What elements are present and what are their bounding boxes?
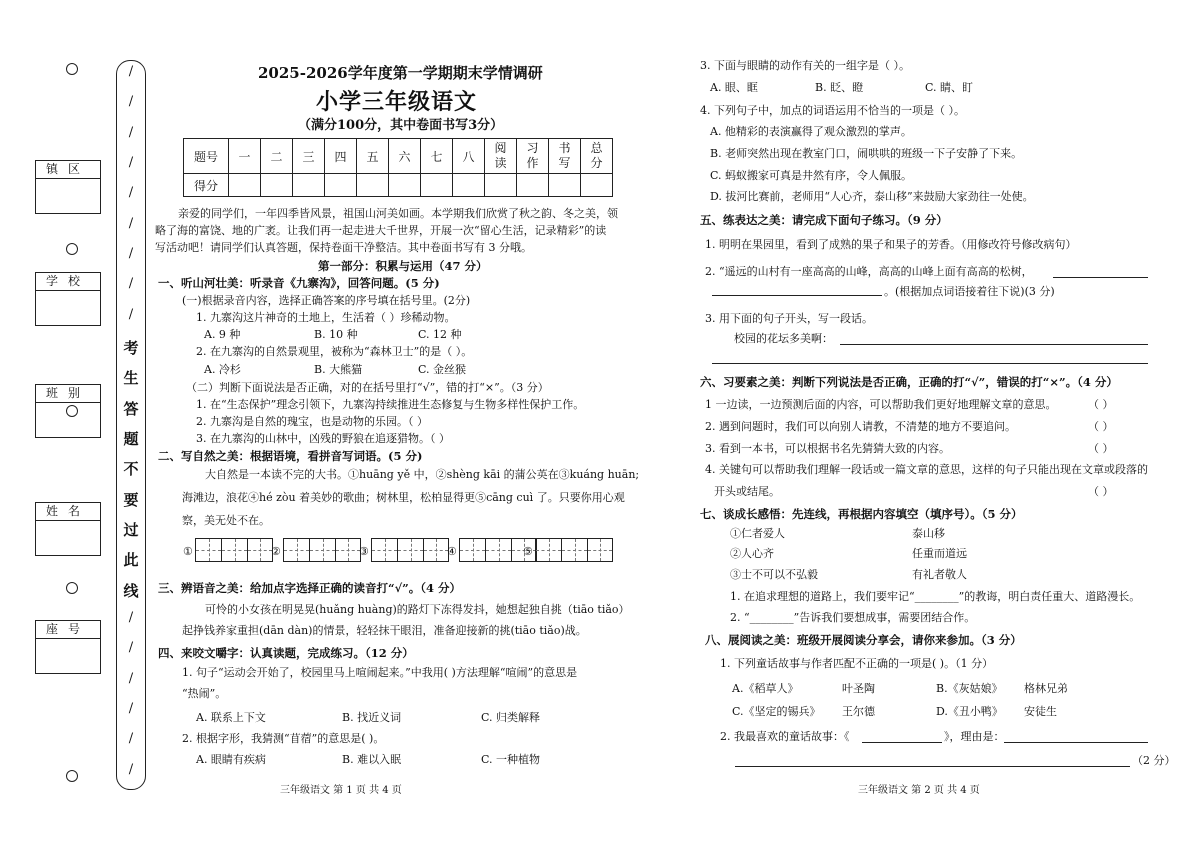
binding-warning-char: 要 xyxy=(123,490,139,509)
binding-text xyxy=(116,60,146,788)
score-cell-label: 得分 xyxy=(184,174,229,197)
answer-line[interactable] xyxy=(712,363,1148,364)
section-8-heading: 八、展阅读之美：班级开展阅读分享会，请你来参加。（3 分） xyxy=(705,633,1022,647)
option[interactable]: C. 蚂蚁搬家可真是井然有序，令人佩服。 xyxy=(710,169,913,182)
question-8-2b: 》，理由是： xyxy=(944,730,1005,743)
section-6-heading: 六、习要素之美：判断下列说法是否正确，正确的打“√”，错误的打“×”。（4 分） xyxy=(700,375,1118,389)
score-cell: 阅 读 xyxy=(485,139,517,174)
score-table-header-row xyxy=(184,139,613,174)
answer-line[interactable] xyxy=(712,295,882,296)
intro-line-3: 写活动吧！请同学们认真答题，保持卷面干净整洁。其中卷面书写有 3 分哦。 xyxy=(155,241,532,254)
score-input[interactable] xyxy=(485,174,517,197)
binding-slash: / xyxy=(128,185,134,201)
score-input[interactable] xyxy=(549,174,581,197)
judge-6-2: 2. 遇到问题时，我们可以向别人请教，不清楚的地方不要追问。 xyxy=(705,420,1016,433)
judge-3: 3. 在九寨沟的山林中，凶残的野狼在追逐猎物。（ ） xyxy=(196,432,450,445)
num-2: ② xyxy=(271,545,281,558)
section-1b-heading: （二）判断下面说法是否正确，对的在括号里打“√”，错的打“×”。（3 分） xyxy=(186,381,549,394)
binding-slash: / xyxy=(128,610,134,625)
option[interactable]: C. 归类解释 xyxy=(481,711,541,724)
question-7-1: 1. 在追求理想的道路上，我们要牢记“________”的教诲，明白责任重大、道路漫长。 xyxy=(730,590,1141,603)
question-1-1: 1. 九寨沟这片神奇的土地上，生活着（ ）珍稀动物。 xyxy=(196,311,456,324)
binding-slash: / xyxy=(128,124,134,140)
num-1: ① xyxy=(183,545,193,558)
option[interactable]: C. 一种植物 xyxy=(481,753,541,766)
option[interactable]: C.《坚定的锡兵》 xyxy=(732,705,821,718)
page-footer-1: 三年级语文 第 1 页 共 4 页 xyxy=(280,785,402,796)
num-4: ④ xyxy=(447,545,457,558)
option-author: 格林兄弟 xyxy=(1024,682,1068,695)
score-input[interactable] xyxy=(229,174,261,197)
info-label: 学校 xyxy=(36,273,100,291)
pinyin-para-3: 察，美无处不在。 xyxy=(182,514,270,527)
option-author: 安徒生 xyxy=(1024,705,1057,718)
score-cell: 七 xyxy=(421,139,453,174)
score-input[interactable] xyxy=(453,174,485,197)
judge-paren[interactable]: （ ） xyxy=(1088,398,1114,411)
exam-title-subject: 小学三年级语文 xyxy=(316,89,478,115)
pronunciation-para-2: 起挣钱养家重担(dān dàn)的情景，轻轻抹干眼泪，准备迎接新的挑(tiāo tiǎo)战。 xyxy=(182,624,587,637)
writing-grid-2[interactable] xyxy=(283,538,361,562)
part1-heading: 第一部分：积累与运用（47 分） xyxy=(318,259,488,273)
info-box-name[interactable] xyxy=(35,502,101,556)
option[interactable]: B. 找近义词 xyxy=(342,711,402,724)
option[interactable]: A. 联系上下文 xyxy=(196,711,266,724)
writing-grid-row xyxy=(183,538,613,566)
option[interactable]: B.《灰姑娘》 xyxy=(936,682,1003,695)
option[interactable]: D.《丑小鸭》 xyxy=(936,705,1003,718)
binding-slash: / xyxy=(128,94,134,110)
answer-line[interactable] xyxy=(1053,277,1148,278)
question-5-3: 3. 用下面的句子开头，写一段话。 xyxy=(705,312,873,325)
option[interactable]: A. 冷杉 xyxy=(204,363,241,376)
score-cell: 八 xyxy=(453,139,485,174)
judge-6-3: 3. 看到一本书，可以根据书名先猜猜大致的内容。 xyxy=(705,442,950,455)
answer-line[interactable] xyxy=(735,766,1130,767)
hole-1 xyxy=(66,63,78,75)
judge-paren[interactable]: （ ） xyxy=(1088,485,1114,498)
info-label: 镇区 xyxy=(36,161,100,179)
binding-warning-char: 不 xyxy=(123,460,139,479)
exam-title-score: （满分100分，其中卷面书写3分） xyxy=(298,118,504,133)
match-right[interactable]: 有礼者敬人 xyxy=(912,568,967,581)
score-input[interactable] xyxy=(325,174,357,197)
question-4-1a: 1. 句子“运动会开始了，校园里马上喧闹起来。”中我用( )方法理解“喧闹”的意思是 xyxy=(182,666,578,679)
question-8-1: 1. 下列童话故事与作者匹配不正确的一项是( )。（1 分） xyxy=(720,657,994,670)
binding-slash: / xyxy=(128,731,134,747)
num-5: ⑤ xyxy=(523,545,533,558)
num-3: ③ xyxy=(359,545,369,558)
question-4-3: 3. 下面与眼睛的动作有关的一组字是（ ）。 xyxy=(700,59,910,72)
match-right[interactable]: 泰山移 xyxy=(912,527,945,540)
judge-6-4: 4. 关键句可以帮助我们理解一段话或一篇文章的意思，这样的句子只能出现在文章或段落的 xyxy=(705,463,1148,476)
option[interactable]: B. 眨、瞪 xyxy=(815,81,864,94)
option[interactable]: A. 他精彩的表演赢得了观众激烈的掌声。 xyxy=(710,125,912,138)
binding-slash: / xyxy=(128,215,134,231)
section-7-heading: 七、谈成长感悟：先连线，再根据内容填空（填序号）。（5 分） xyxy=(700,507,1023,521)
section-5-heading: 五、练表达之美：请完成下面句子练习。（9 分） xyxy=(700,213,948,227)
writing-grid-5[interactable] xyxy=(535,538,613,562)
score-input[interactable] xyxy=(357,174,389,197)
intro-line-1: 亲爱的同学们，一年四季皆风景，祖国山河美如画。本学期我们欣赏了秋之韵、冬之美，领 xyxy=(178,207,618,220)
score-cell: 三 xyxy=(293,139,325,174)
section-4-heading: 四、来咬文嚼字：认真读题，完成练习。（12 分） xyxy=(158,646,414,660)
match-right[interactable]: 任重而道远 xyxy=(912,547,967,560)
judge-2: 2. 九寨沟是自然的瑰宝，也是动物的乐园。（ ） xyxy=(196,415,428,428)
score-input[interactable] xyxy=(517,174,549,197)
info-label: 座号 xyxy=(36,621,100,639)
page-footer-2: 三年级语文 第 2 页 共 4 页 xyxy=(858,785,980,796)
question-8-2a: 2. 我最喜欢的童话故事：《 xyxy=(720,730,850,743)
question-8-2-score: （2 分） xyxy=(1132,754,1176,767)
score-cell: 总 分 xyxy=(581,139,613,174)
question-5-3-prompt: 校园的花坛多美啊： xyxy=(734,332,833,345)
binding-warning-char: 答 xyxy=(123,399,139,418)
binding-slash: / xyxy=(128,640,134,656)
score-table-score-row xyxy=(184,174,613,197)
binding-slash: / xyxy=(128,64,134,79)
binding-slash: / xyxy=(128,246,134,261)
score-cell: 二 xyxy=(261,139,293,174)
score-cell: 一 xyxy=(229,139,261,174)
score-input[interactable] xyxy=(421,174,453,197)
score-cell: 五 xyxy=(357,139,389,174)
info-label: 班别 xyxy=(36,385,100,403)
binding-slash: / xyxy=(128,701,134,716)
hole-4 xyxy=(66,582,78,594)
binding-warning-char: 考 xyxy=(123,339,139,357)
binding-warning-char: 过 xyxy=(123,521,139,539)
judge-paren[interactable]: （ ） xyxy=(1088,442,1114,455)
question-5-2a: 2. “遥远的山村有一座高高的山峰，高高的山峰上面有高高的松树， xyxy=(705,265,1033,278)
section-1-heading: 一、听山河壮美：听录音《九寨沟》，回答问题。(5 分) xyxy=(158,276,440,290)
binding-warning-char: 题 xyxy=(123,430,139,448)
judge-1: 1. 在“生态保护”理念引领下，九寨沟持续推进生态修复与生物多样性保护工作。 xyxy=(196,398,585,411)
score-table xyxy=(183,138,613,197)
binding-warning-char: 此 xyxy=(123,551,139,570)
option[interactable]: B. 10 种 xyxy=(314,328,358,341)
hole-2 xyxy=(66,243,78,255)
option-author: 王尔德 xyxy=(842,705,875,718)
judge-6-1: 1 一边读，一边预测后面的内容，可以帮助我们更好地理解文章的意思。 xyxy=(705,398,1057,411)
score-cell: 六 xyxy=(389,139,421,174)
pinyin-para-1: 大自然是一本读不完的大书。①huāng yě 中，②shèng kāi 的蒲公英在③kuáng huān; xyxy=(205,468,640,481)
info-box-school[interactable] xyxy=(35,272,101,326)
option[interactable]: D. 拔河比赛前，老师用“人心齐，泰山移”来鼓励大家劲往一处使。 xyxy=(710,190,1034,203)
judge-6-4-cont: 开头或结尾。 xyxy=(714,485,780,498)
match-left[interactable]: ③士不可以不弘毅 xyxy=(730,568,818,581)
section-1a-heading: (一)根据录音内容，选择正确答案的序号填在括号里。(2分) xyxy=(182,294,471,307)
match-left[interactable]: ①仁者爱人 xyxy=(730,527,785,540)
question-4-2: 2. 根据字形，我猜测“苜蓿”的意思是( )。 xyxy=(182,732,385,745)
option[interactable]: A. 眼、眶 xyxy=(710,81,758,94)
intro-line-2: 略了海的富饶、地的广袤。让我们再一起走进大千世界，开展一次“留心生活，记录精彩”的读 xyxy=(155,224,607,237)
pinyin-para-2: 海滩边，浪花④hé zòu 着美妙的歌曲；树林里，松柏显得更⑤cāng cuì 了。只要你用心观 xyxy=(182,491,625,504)
question-4-4: 4. 下列句子中，加点的词语运用不恰当的一项是（ ）。 xyxy=(700,104,965,117)
writing-grid-3[interactable] xyxy=(371,538,449,562)
info-label: 姓名 xyxy=(36,503,100,521)
binding-warning-char: 生 xyxy=(123,369,139,388)
score-input[interactable] xyxy=(389,174,421,197)
option[interactable]: B. 老师突然出现在教室门口，闹哄哄的班级一下子安静了下来。 xyxy=(710,147,1023,160)
option[interactable]: B. 大熊猫 xyxy=(314,363,363,376)
hole-5 xyxy=(66,770,78,782)
option[interactable]: C. 金丝猴 xyxy=(418,363,467,376)
option[interactable]: A. 眼睛有疾病 xyxy=(196,753,266,766)
binding-slash: / xyxy=(128,670,134,686)
score-cell-label: 题号 xyxy=(184,139,229,174)
exam-title-year: 2025-2026学年度第一学期期末学情调研 xyxy=(258,64,543,82)
section-3-heading: 三、辨语音之美：给加点字选择正确的读音打“√”。（4 分） xyxy=(158,581,462,595)
score-input[interactable] xyxy=(293,174,325,197)
section-2-heading: 二、写自然之美：根据语境，看拼音写词语。(5 分) xyxy=(158,449,423,463)
option[interactable]: A. 9 种 xyxy=(204,328,241,341)
binding-warning-char: 线 xyxy=(123,581,139,600)
judge-paren[interactable]: （ ） xyxy=(1088,420,1114,433)
match-left[interactable]: ②人心齐 xyxy=(730,547,774,560)
score-input[interactable] xyxy=(581,174,613,197)
info-box-seat[interactable] xyxy=(35,620,101,674)
info-box-town[interactable] xyxy=(35,160,101,214)
answer-line[interactable] xyxy=(840,344,1148,345)
option[interactable]: B. 难以入眠 xyxy=(342,753,402,766)
question-5-1: 1. 明明在果园里，看到了成熟的果子和果子的芳香。（用修改符号修改病句） xyxy=(705,238,1077,251)
score-cell: 习 作 xyxy=(517,139,549,174)
question-1-2: 2. 在九寨沟的自然景观里，被称为“森林卫士”的是（ ）。 xyxy=(196,345,473,358)
question-7-2: 2. “________”告诉我们要想成事，需要团结合作。 xyxy=(730,611,976,624)
info-box-class[interactable] xyxy=(35,384,101,438)
option[interactable]: C. 睛、盯 xyxy=(925,81,974,94)
pronunciation-para-1: 可怜的小女孩在明晃晃(huǎng huàng)的路灯下冻得发抖，她想起独自挑（tiāo tiǎo） xyxy=(205,603,630,616)
score-cell: 四 xyxy=(325,139,357,174)
option[interactable]: C. 12 种 xyxy=(418,328,462,341)
binding-slash: / xyxy=(128,306,134,322)
score-cell: 书 写 xyxy=(549,139,581,174)
question-5-2b: 。(根据加点词语接着往下说)(3 分) xyxy=(884,285,1055,298)
answer-line[interactable] xyxy=(862,742,942,743)
answer-line[interactable] xyxy=(1004,742,1148,743)
option-author: 叶圣陶 xyxy=(842,682,875,695)
binding-slash: / xyxy=(128,155,134,170)
binding-slash: / xyxy=(128,276,134,292)
score-input[interactable] xyxy=(261,174,293,197)
question-4-1b: “热闹”。 xyxy=(182,687,227,700)
binding-slash: / xyxy=(128,761,134,777)
writing-grid-1[interactable] xyxy=(195,538,273,562)
option[interactable]: A.《稻草人》 xyxy=(732,682,799,695)
